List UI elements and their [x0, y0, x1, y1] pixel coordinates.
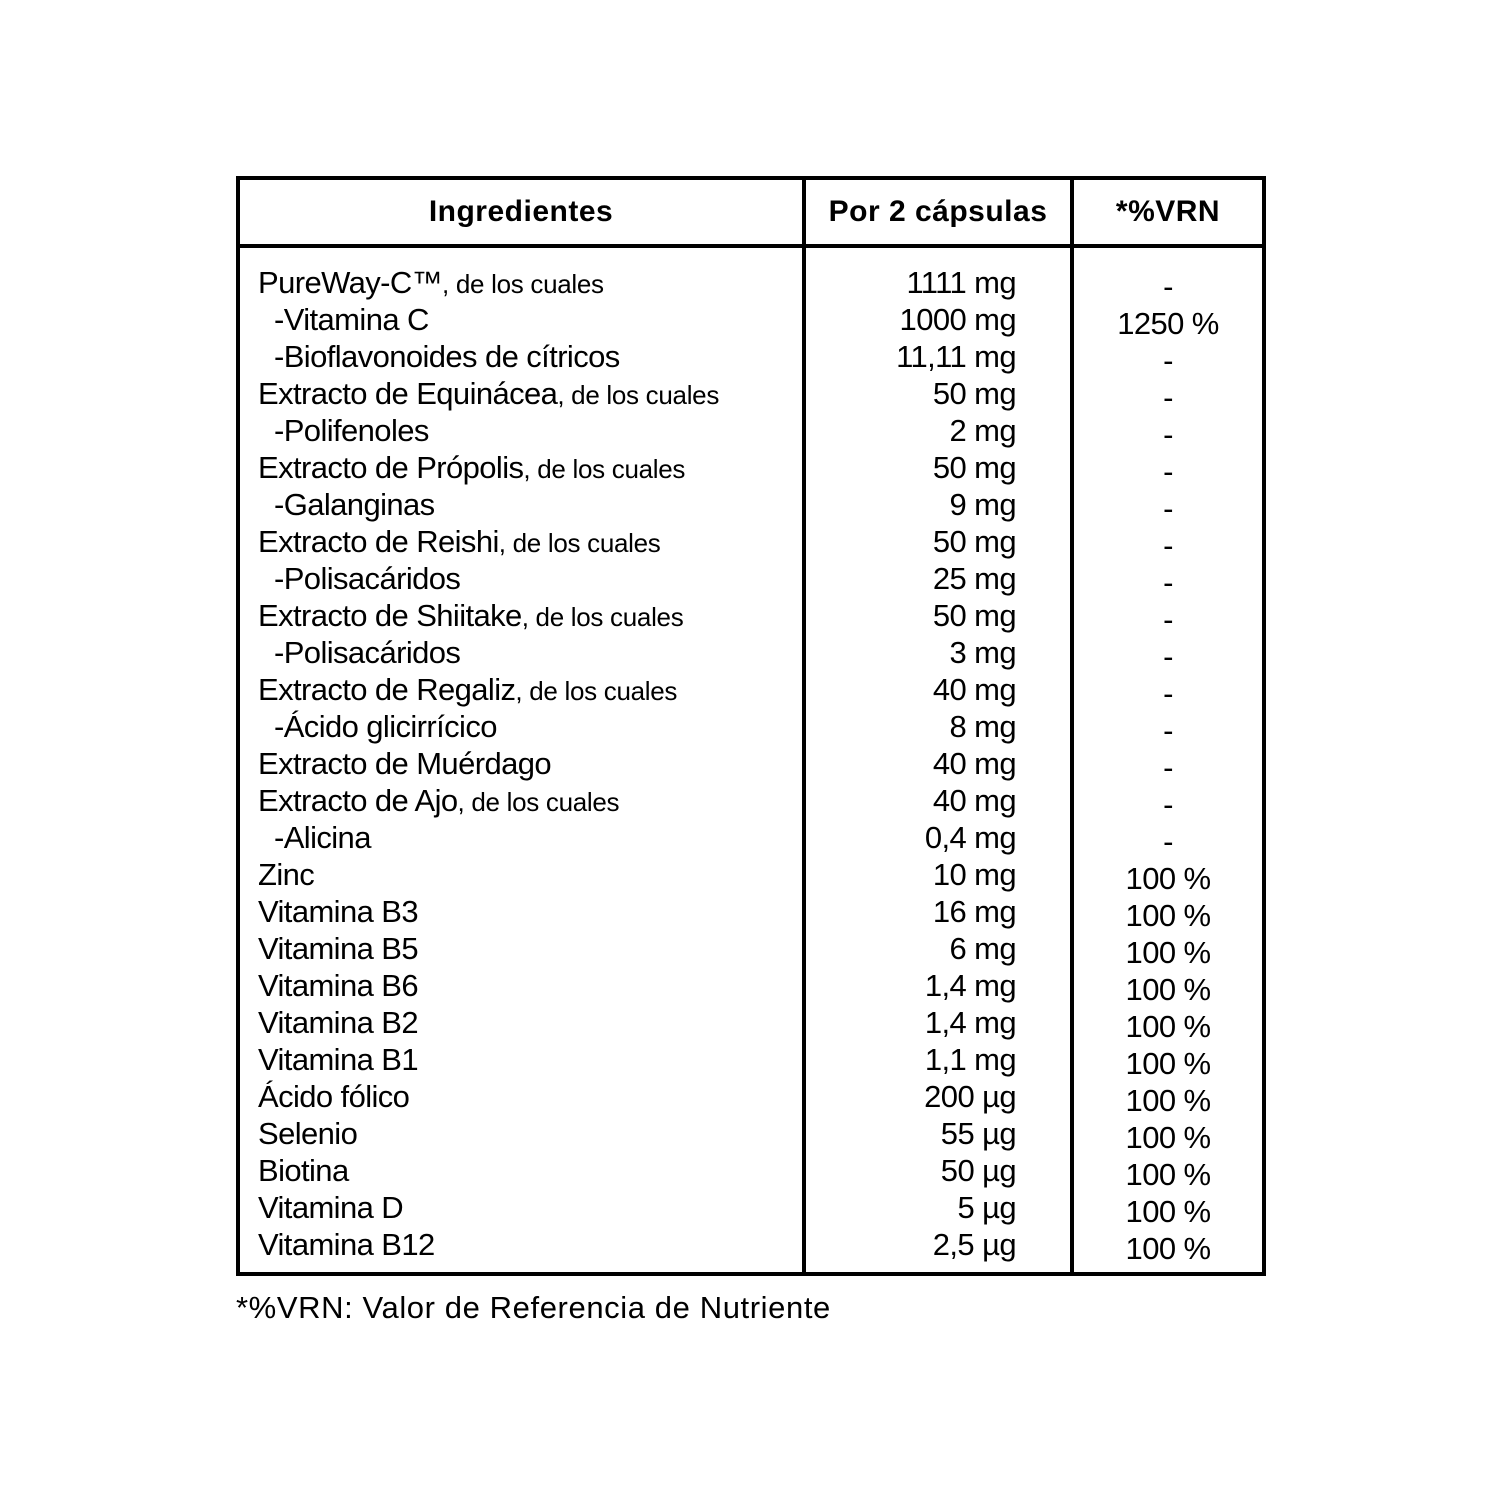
ingredient-vrn: - [1163, 713, 1173, 748]
ingredient-label: -Vitamina C [274, 302, 429, 337]
ingredient-name [258, 856, 314, 893]
ingredient-label: Extracto de Equinácea [258, 376, 558, 411]
ingredient-label: Vitamina B2 [258, 1005, 418, 1040]
ingredient-amount: 8 mg [949, 709, 1016, 744]
ingredient-name [274, 338, 620, 375]
ingredient-amount: 200 µg [924, 1079, 1016, 1114]
ingredient-amount: 5 µg [957, 1190, 1016, 1225]
ingredient-suffix: , de los cuales [498, 528, 661, 558]
ingredient-label: -Polisacáridos [274, 561, 461, 596]
ingredient-name [258, 1115, 357, 1152]
ingredient-label: -Ácido glicirrícico [274, 709, 497, 744]
ingredient-amount: 50 mg [932, 524, 1016, 559]
ingredient-suffix: , de los cuales [557, 380, 720, 410]
ingredient-amount: 1,4 mg [924, 1005, 1016, 1040]
ingredient-vrn: - [1163, 676, 1173, 711]
ingredient-name [258, 1041, 418, 1078]
ingredient-amount: 50 mg [932, 376, 1016, 411]
ingredient-amount: 55 µg [940, 1116, 1016, 1151]
table-row [240, 301, 1262, 341]
ingredient-name [258, 893, 418, 930]
ingredient-amount: 11,11 mg [896, 339, 1016, 374]
ingredient-label: -Galanginas [274, 487, 435, 522]
ingredient-amount: 9 mg [949, 487, 1016, 522]
ingredient-label: Biotina [258, 1153, 349, 1188]
ingredient-vrn: - [1163, 417, 1173, 452]
table-body [240, 264, 1262, 1266]
ingredient-vrn: - [1163, 787, 1173, 822]
ingredient-name [274, 301, 429, 338]
ingredient-amount: 50 µg [940, 1153, 1016, 1188]
ingredient-vrn: 100 % [1125, 1231, 1211, 1266]
table-row [240, 1041, 1262, 1081]
ingredient-label: Extracto de Reishi [258, 524, 499, 559]
table-row [240, 634, 1262, 674]
ingredient-name [258, 1004, 418, 1041]
table-row [240, 745, 1262, 785]
ingredient-name [258, 1189, 403, 1226]
ingredient-amount: 0,4 mg [924, 820, 1016, 855]
ingredient-label: -Polifenoles [274, 413, 429, 448]
ingredient-label: Vitamina B1 [258, 1042, 418, 1077]
table-row [240, 893, 1262, 933]
ingredient-vrn: 100 % [1125, 1120, 1211, 1155]
ingredient-vrn: - [1163, 380, 1173, 415]
ingredient-amount: 1,4 mg [924, 968, 1016, 1003]
ingredient-amount: 1000 mg [899, 302, 1016, 337]
footnote: *%VRN: Valor de Referencia de Nutriente [236, 1290, 831, 1325]
ingredient-name [258, 745, 551, 782]
ingredient-label: Zinc [258, 857, 315, 892]
ingredient-label: Extracto de Ajo [258, 783, 458, 818]
ingredient-vrn: - [1163, 750, 1173, 785]
header-vrn: *%VRN [1115, 195, 1221, 228]
ingredient-vrn: - [1163, 528, 1173, 563]
ingredient-name [274, 819, 371, 856]
ingredient-vrn: 100 % [1125, 861, 1211, 896]
ingredient-name [258, 523, 660, 562]
table-row [240, 819, 1262, 859]
ingredient-name [258, 782, 619, 821]
ingredient-name [258, 1226, 435, 1263]
ingredient-vrn: - [1163, 269, 1173, 304]
ingredient-amount: 40 mg [932, 746, 1016, 781]
ingredient-suffix: , de los cuales [515, 676, 678, 706]
ingredient-label: Vitamina B5 [258, 931, 418, 966]
ingredient-vrn: - [1163, 454, 1173, 489]
table-row [240, 375, 1262, 415]
ingredient-suffix: , de los cuales [442, 269, 604, 299]
ingredient-name [258, 930, 418, 967]
table-row [240, 856, 1262, 896]
ingredient-amount: 6 mg [949, 931, 1016, 966]
ingredient-label: Vitamina B12 [258, 1227, 435, 1262]
ingredient-vrn: - [1163, 824, 1173, 859]
ingredient-vrn: - [1163, 343, 1173, 378]
ingredient-suffix: , de los cuales [523, 454, 686, 484]
ingredient-suffix: , de los cuales [457, 787, 620, 817]
table-row [240, 1004, 1262, 1044]
ingredient-name [258, 449, 685, 488]
ingredient-vrn: 100 % [1125, 1194, 1211, 1229]
ingredient-label: Vitamina B6 [258, 968, 418, 1003]
ingredient-name [258, 375, 719, 414]
ingredient-label: Ácido fólico [258, 1079, 410, 1114]
ingredient-label: Selenio [258, 1116, 358, 1151]
ingredient-vrn: 100 % [1125, 1083, 1211, 1118]
ingredient-amount: 2,5 µg [932, 1227, 1016, 1262]
ingredient-label: -Alicina [274, 820, 371, 855]
ingredient-label: -Bioflavonoides de cítricos [274, 339, 620, 374]
ingredient-name [274, 634, 460, 671]
nutrition-table [236, 176, 1266, 1276]
ingredient-name [274, 412, 429, 449]
ingredient-name [274, 486, 435, 523]
ingredient-amount: 40 mg [932, 672, 1016, 707]
ingredient-vrn: - [1163, 639, 1173, 674]
ingredient-name [258, 1078, 409, 1115]
table-row [240, 1189, 1262, 1229]
ingredient-vrn: 100 % [1125, 972, 1211, 1007]
ingredient-name [258, 1152, 349, 1189]
table-row [240, 1078, 1262, 1118]
ingredient-name [274, 708, 497, 745]
ingredient-name [258, 967, 418, 1004]
ingredient-label: Vitamina D [258, 1190, 404, 1225]
ingredient-suffix: , de los cuales [521, 602, 684, 632]
table-row [240, 560, 1262, 600]
table-row [240, 1152, 1262, 1192]
table-row [240, 597, 1262, 637]
ingredient-amount: 1,1 mg [924, 1042, 1016, 1077]
table-row [240, 1115, 1262, 1155]
header-divider [240, 244, 1262, 248]
ingredient-label: Extracto de Muérdago [258, 746, 552, 781]
ingredient-amount: 50 mg [932, 598, 1016, 633]
table-row [240, 412, 1262, 452]
table-row [240, 486, 1262, 526]
ingredient-amount: 25 mg [932, 561, 1016, 596]
table-row [240, 264, 1262, 304]
ingredient-label: Vitamina B3 [258, 894, 418, 929]
ingredient-amount: 16 mg [932, 894, 1016, 929]
ingredient-amount: 40 mg [932, 783, 1016, 818]
ingredient-vrn: - [1163, 565, 1173, 600]
ingredient-vrn: 100 % [1125, 1009, 1211, 1044]
ingredient-name [274, 560, 460, 597]
header-ingredients: Ingredientes [428, 195, 614, 228]
table-row [240, 523, 1262, 563]
ingredient-vrn: 1250 % [1117, 306, 1219, 341]
table-row [240, 967, 1262, 1007]
table-row [240, 708, 1262, 748]
ingredient-amount: 1111 mg [906, 265, 1016, 300]
ingredient-vrn: 100 % [1125, 935, 1211, 970]
ingredient-vrn: 100 % [1125, 1046, 1211, 1081]
ingredient-name [258, 671, 677, 710]
table-row [240, 782, 1262, 822]
ingredient-label: -Polisacáridos [274, 635, 461, 670]
ingredient-name [258, 597, 683, 636]
header-amount: Por 2 cápsulas [828, 195, 1048, 228]
ingredient-amount: 3 mg [949, 635, 1016, 670]
ingredient-amount: 10 mg [932, 857, 1016, 892]
ingredient-name [258, 264, 604, 303]
ingredient-label: Extracto de Regaliz [258, 672, 516, 707]
table-row [240, 338, 1262, 378]
ingredient-vrn: - [1163, 602, 1173, 637]
ingredient-amount: 50 mg [932, 450, 1016, 485]
ingredient-vrn: - [1163, 491, 1173, 526]
ingredient-vrn: 100 % [1125, 898, 1211, 933]
table-row [240, 930, 1262, 970]
table-row [240, 1226, 1262, 1266]
ingredient-vrn: 100 % [1125, 1157, 1211, 1192]
ingredient-label: Extracto de Shiitake [258, 598, 522, 633]
table-row [240, 449, 1262, 489]
ingredient-label: Extracto de Própolis [258, 450, 524, 485]
ingredient-amount: 2 mg [949, 413, 1016, 448]
ingredient-label: PureWay-C™ [258, 265, 443, 300]
table-row [240, 671, 1262, 711]
